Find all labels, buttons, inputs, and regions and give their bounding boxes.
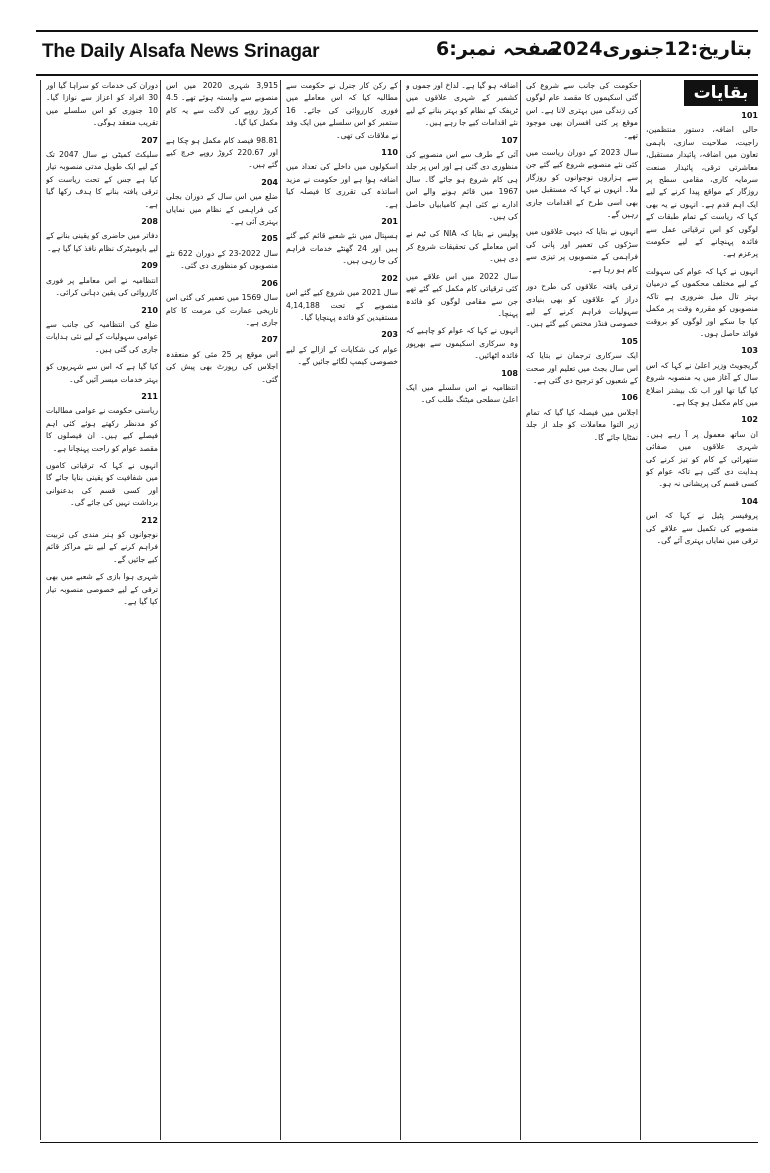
masthead [36,30,758,76]
report-number: 108 [501,368,518,378]
article-paragraph: ایک سرکاری ترجمان نے بتایا کہ اس سال بجٹ میں تعلیم اور صحت کے شعبوں کو ترجیح دی گئی ہے۔ [526,351,638,385]
section-banner: بقایات [684,80,758,106]
report-number: 211 [141,391,158,401]
report-number: 210 [141,305,158,315]
report-number: 207 [261,335,278,345]
report-number: 101 [741,111,758,120]
report-number: 212 [141,515,158,525]
column-5 [166,80,278,1140]
article-paragraph: سال 2022 میں اس علاقے میں کئی ترقیاتی کام مکمل کیے گئے تھے جن سے مقامی لوگوں کو فائدہ پہنچا۔ [406,271,518,318]
article-paragraph: سال 1569 میں تعمیر کی گئی اس تاریخی عمارت کی مرمت کا کام جاری ہے۔ [166,293,278,327]
report-number: 208 [141,217,158,227]
column-1 [646,80,758,1140]
column-3 [406,80,518,1140]
report-number: 110 [381,148,398,158]
report-number: 202 [381,273,398,283]
column-4 [286,80,398,1140]
article-paragraph: آئی کے طرف سے اس منصوبے کی منظوری دی گئی ہے اور اس پر جلد ہی کام شروع ہو جائے گا۔ سال 1967 میں قائم ہونے والے اس ادارے نے کئی اہم کامیابیاں حاصل کی ہیں۔ [406,150,518,222]
article-paragraph: انہوں نے کہا کہ ترقیاتی کاموں میں شفافیت کو یقینی بنایا جائے گا اور کسی قسم کی بدعنوانی برداشت نہیں کی جائے گی۔ [46,460,158,508]
article-paragraph: دوران کی خدمات کو سراہا گیا اور 30 افراد کو اعزاز سے نوازا گیا۔ 10 جنوری کو اس سلسلے میں تقریب منعقد ہوگی۔ [46,81,158,128]
report-number: 104 [741,496,758,506]
report-number: 105 [621,336,638,346]
article-paragraph: شہری ہوا بازی کے شعبے میں بھی ترقی کے لیے خصوصی منصوبہ تیار کیا گیا ہے۔ [46,572,158,607]
report-number: 107 [501,135,518,145]
article-columns [40,80,758,1140]
article-paragraph: گریجویٹ وزیر اعلیٰ نے کہا کہ اس سال کے آغاز میں یہ منصوبہ شروع کیا گیا تھا اور اب تک بیشتر اضلاع میں کام مکمل ہو چکا ہے۔ [646,360,758,407]
article-paragraph: ریاستی حکومت نے عوامی مطالبات کو مدنظر رکھتے ہوئے کئی اہم فیصلے کیے ہیں۔ ان فیصلوں کا مقصد عوام کو راحت پہنچانا ہے۔ [46,406,158,453]
article-paragraph: ترقی یافتہ علاقوں کی طرح دور دراز کے علاقوں کو بھی بنیادی سہولیات فراہم کرنے کے لیے خصوصی فنڈز مختص کیے گئے ہیں۔ [526,282,638,329]
column-divider [40,80,41,1140]
article-paragraph: سال 2022-23 کے دوران 622 نئے منصوبوں کو منظوری دی گئی۔ [166,248,278,271]
article-paragraph: پروفیسر پٹیل نے کہا کہ اس منصوبے کی تکمیل سے علاقے کی ترقی میں نمایاں بہتری آئے گی۔ [646,511,758,545]
report-number: 203 [381,330,398,340]
column-5-body [166,80,278,386]
report-number: 102 [741,415,758,425]
report-number: 103 [741,346,758,356]
column-divider [520,80,521,1140]
column-divider [400,80,401,1140]
article-paragraph: حالی اضافہ، دستور منتظمین، راجیت، صلاحیت سازی، باہمی تعاون میں اضافہ، پائیدار مستقبل، معاشرتی ترقی، پائیدار صنعت سرمایہ کاری، مقامی سطح پر روزگار کے مواقع پیدا کرنے کے لیے ایک اہم قدم ہے۔ انہوں نے یہ بھی کہا کہ ریاست کے تمام طبقات کے لوگوں کو اس ترقیاتی عمل سے فائدہ پہنچانے کے لیے حکومت پرعزم ہے۔ [646,125,758,259]
column-2-body [526,80,638,444]
column-3-body [406,80,518,407]
article-paragraph: عوام کی شکایات کے ازالے کے لیے خصوصی کیمپ لگائے جائیں گے۔ [286,344,398,367]
article-paragraph: نوجوانوں کو ہنر مندی کی تربیت فراہم کرنے کے لیے نئے مراکز قائم کیے جائیں گے۔ [46,530,158,564]
report-number: 206 [261,278,278,288]
column-2 [526,80,638,1140]
article-paragraph: 98.81 فیصد کام مکمل ہو چکا ہے اور 220.67 کروڑ روپے خرچ کیے گئے ہیں۔ [166,135,278,170]
article-paragraph: پولیس نے بتایا کہ NIA کی ٹیم نے اس معاملے کی تحقیقات شروع کر دی ہیں۔ [406,229,518,264]
newspaper-name: The Daily Alsafa News Srinagar [42,41,320,62]
report-number: 207 [141,135,158,145]
article-paragraph: اس موقع پر 25 مئی کو منعقدہ اجلاس کی رپورٹ بھی پیش کی گئی۔ [166,349,278,384]
column-1-body [646,110,758,547]
article-paragraph: حکومت کی جانب سے شروع کی گئی اسکیموں کا مقصد عام لوگوں کی زندگی میں بہتری لانا ہے۔ اس موقع پر کئی افسران بھی موجود تھے۔ [526,81,638,140]
article-paragraph: ان ساتھ معمول پر آ رہے ہیں۔ شہری علاقوں میں صفائی ستھرائی کے کام کو تیز کرنے کی ہدایت دی گئی ہے تاکہ عوام کو کسی قسم کی پریشانی نہ ہو۔ [646,429,758,489]
column-divider [280,80,281,1140]
report-number: 201 [381,217,398,227]
article-paragraph: اسکولوں میں داخلے کی تعداد میں اضافہ ہوا ہے اور حکومت نے مزید اساتذہ کی تقرری کا فیصلہ کیا ہے۔ [286,162,398,209]
column-4-body [286,80,398,369]
page-number: صفحہ نمبر:6 [436,38,560,60]
column-divider [640,80,641,1140]
article-paragraph: دفاتر میں حاضری کو یقینی بنانے کے لیے بایومیٹرک نظام نافذ کیا گیا ہے۔ [46,231,158,253]
footer-rule [40,1142,758,1143]
report-number: 209 [141,261,158,271]
article-paragraph: سال 2023 کے دوران ریاست میں کئی نئے منصوبے شروع کیے گئے جن سے ہزاروں نوجوانوں کو روزگار ملا۔ انہوں نے کہا کہ مستقبل میں بھی اسی طرح کے اقدامات جاری رہیں گے۔ [526,148,638,220]
article-paragraph: انتظامیہ نے اس سلسلے میں ایک اعلیٰ سطحی میٹنگ طلب کی۔ [406,382,518,405]
article-paragraph: انتظامیہ نے اس معاملے پر فوری کارروائی کی یقین دہانی کرائی۔ [46,275,158,298]
article-paragraph: اجلاس میں فیصلہ کیا گیا کہ تمام زیر التوا معاملات کو جلد از جلد نمٹایا جائے گا۔ [526,407,638,442]
article-paragraph: ضلع میں اس سال کے دوران بجلی کی فراہمی کے نظام میں نمایاں بہتری آئی ہے۔ [166,192,278,227]
report-number: 205 [261,234,278,244]
date-line: بتاریخ:12جنوری2024 [549,38,752,60]
article-paragraph: انہوں نے کہا کہ عوام کو چاہیے کہ وہ سرکاری اسکیموں سے بھرپور فائدہ اٹھائیں۔ [406,326,518,361]
article-paragraph: انہوں نے بتایا کہ دیہی علاقوں میں سڑکوں کی تعمیر اور پانی کی فراہمی کے منصوبوں پر تیزی سے کام ہو رہا ہے۔ [526,227,638,274]
article-paragraph: کیا گیا ہے کہ اس سے شہریوں کو بہتر خدمات میسر آئیں گی۔ [46,362,158,384]
article-paragraph: ضلع کی انتظامیہ کی جانب سے عوامی سہولیات کے لیے نئی ہدایات جاری کی گئی ہیں۔ [46,319,158,354]
column-6-body [46,80,158,608]
article-paragraph: سلیکٹ کمیٹی نے سال 2047 تک کے لیے ایک طویل مدتی منصوبہ تیار کیا ہے جس کے تحت ریاست کو ترقی یافتہ بنانے کا ہدف رکھا گیا ہے۔ [46,150,158,209]
article-paragraph: 3,915 شہری 2020 میں اس منصوبے سے وابستہ ہوئے تھے۔ 4.5 کروڑ روپے کی لاگت سے یہ کام مکمل کیا گیا۔ [166,81,278,128]
article-paragraph: سال 2021 میں شروع کیے گئے اس منصوبے کے تحت 4,14,188 مستفیدین کو فائدہ پہنچایا گیا۔ [286,288,398,322]
report-number: 204 [261,177,278,187]
article-paragraph: ہسپتال میں نئے شعبے قائم کیے گئے ہیں اور 24 گھنٹے خدمات فراہم کی جا رہی ہیں۔ [286,231,398,266]
report-number: 106 [621,393,638,403]
article-paragraph: اضافہ ہو گیا ہے۔ لداخ اور جموں و کشمیر کے شہری علاقوں میں ٹریفک کے نظام کو بہتر بنانے کے لیے نئے اقدامات کیے جا رہے ہیں۔ [406,81,518,128]
column-6 [46,80,158,1140]
article-paragraph: کے رکن کار جنرل نے حکومت سے مطالبہ کیا کہ اس معاملے میں فوری کارروائی کی جائے۔ 16 ستمبر کو اس سلسلے میں ایک وفد نے ملاقات کی تھی۔ [286,81,398,140]
column-divider [160,80,161,1140]
article-paragraph: انہوں نے کہا کہ عوام کی سہولت کے لیے مختلف محکموں کے درمیان بہتر تال میل ضروری ہے تاکہ منصوبوں کو مقررہ وقت پر مکمل کیا جا سکے اور لوگوں کو بروقت فوائد حاصل ہوں۔ [646,266,758,338]
